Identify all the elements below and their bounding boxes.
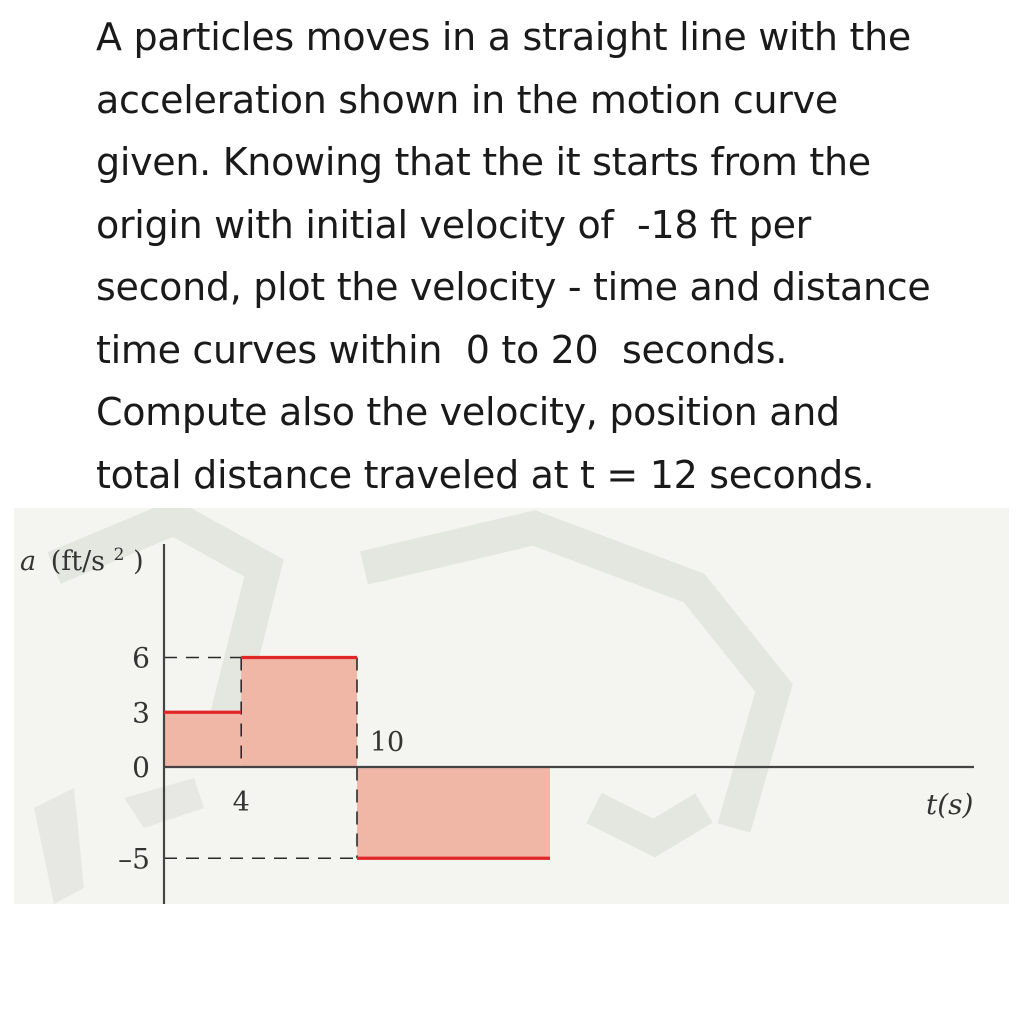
problem-line: second, plot the velocity - time and distance — [96, 265, 931, 309]
problem-statement — [96, 6, 1001, 506]
problem-line: A particles moves in a straight line with the — [96, 15, 911, 59]
y-tick-label: 0 — [132, 751, 150, 784]
y-tick-label: 3 — [132, 696, 150, 730]
x-tick-label: 4 — [232, 787, 250, 818]
y-axis-close: ) — [133, 546, 144, 577]
y-tick-label: 6 — [132, 641, 150, 675]
acceleration-chart — [14, 508, 1009, 904]
acceleration-time-figure — [14, 508, 1009, 904]
problem-line: given. Knowing that the it starts from the — [96, 140, 871, 184]
y-axis-variable: a — [20, 546, 37, 577]
problem-line: Compute also the velocity, position and — [96, 390, 840, 434]
y-axis-exponent: 2 — [113, 545, 125, 565]
y-axis-units: (ft/s — [50, 546, 106, 577]
problem-line: origin with initial velocity of -18 ft per — [96, 202, 811, 247]
x-tick-label: 10 — [369, 727, 405, 758]
y-tick-label: –5 — [118, 842, 150, 876]
watermark-glyph — [34, 778, 204, 904]
problem-line: time curves within 0 to 20 seconds. — [96, 327, 787, 372]
problem-line: acceleration shown in the motion curve — [96, 77, 838, 122]
accel-area — [164, 712, 241, 767]
y-axis-label — [20, 545, 144, 577]
problem-line: total distance traveled at t = 12 seconds. — [96, 452, 875, 497]
x-axis-label: t(s) — [926, 788, 974, 821]
accel-area — [357, 767, 550, 858]
accel-area — [241, 658, 357, 768]
